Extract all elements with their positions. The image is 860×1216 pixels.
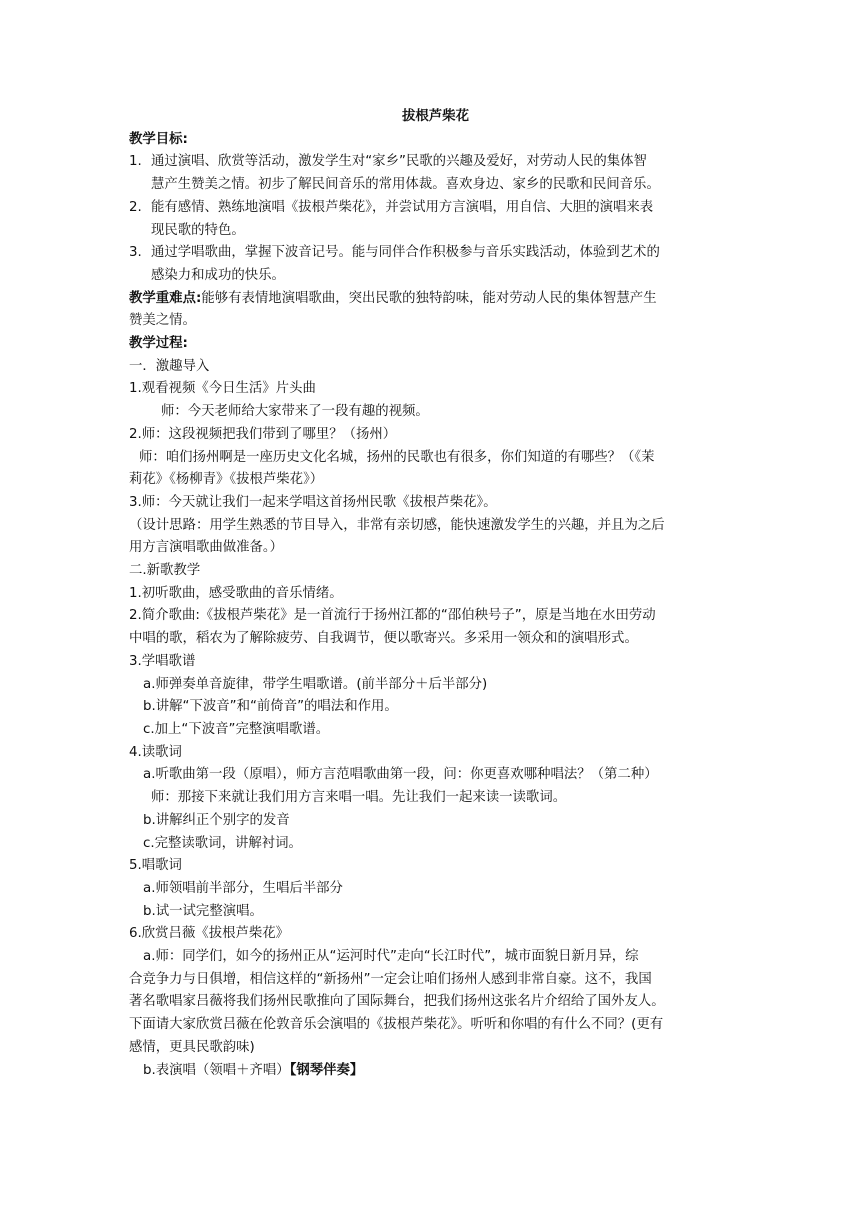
sub-step-text: c.加上“下波音”完整演唱歌谱。 [143, 721, 330, 737]
step-text: 中唱的歌，稻农为了解除疲劳、自我调节，便以歌寄兴。多采用一领众和的演唱形式。 [129, 631, 638, 647]
step-text: 1.观看视频《今日生活》片头曲 [129, 381, 316, 397]
sub-step-text: b.讲解“下波音”和“前倚音”的唱法和作用。 [143, 699, 398, 715]
design-note: 用方言演唱歌曲做准备。） [129, 540, 283, 556]
sub-step-text: c.完整读歌词，讲解衬词。 [143, 835, 302, 851]
goal-text: 慧产生赞美之情。初步了解民间音乐的常用体裁。喜欢身边、家乡的民歌和民间音乐。 [151, 177, 660, 193]
key-points-label: 教学重难点: [129, 290, 202, 306]
process-heading: 教学过程: [129, 336, 188, 352]
section-heading: 一．激趣导入 [129, 358, 210, 374]
dialogue-text: 师：咱们扬州啊是一座历史文化名城，扬州的民歌也有很多，你们知道的有哪些？（《茉 [139, 449, 655, 465]
sub-step-text: 感情，更具民歌韵味) [129, 1039, 255, 1055]
step-text: 2.师：这段视频把我们带到了哪里？（扬州） [129, 426, 397, 442]
goal-text: 能有感情、熟练地演唱《拔根芦柴花》，并尝试用方言演唱，用自信、大胆的演唱来表 [151, 199, 654, 215]
goal-text: 感染力和成功的快乐。 [151, 267, 285, 283]
step-text: 2.简介歌曲:《拔根芦柴花》是一首流行于扬州江都的“邵伯秧号子”，原是当地在水田劳动 [129, 608, 656, 624]
sub-step-text: b.试一试完整演唱。 [143, 903, 263, 919]
key-points-text: 能够有表情地演唱歌曲，突出民歌的独特韵味，能对劳动人民的集体智慧产生 [201, 290, 657, 306]
goal-text: 现民歌的特色。 [151, 222, 245, 238]
sub-step-text: 合竞争力与日俱增，相信这样的“新扬州”一定会让咱们扬州人感到非常自豪。这不，我国 [129, 971, 652, 987]
goals-heading: 教学目标: [129, 131, 188, 147]
sub-step-text: b.讲解纠正个别字的发音 [143, 812, 290, 828]
goals-list [129, 151, 734, 287]
dialogue-text: 莉花》《杨柳青》《拔根芦柴花》） [129, 472, 324, 488]
piano-accompaniment-label: 【钢琴伴奏】 [289, 1062, 364, 1078]
sub-step-text: a.师弹奏单音旋律，带学生唱歌谱。(前半部分＋后半部分) [143, 676, 488, 692]
dialogue-text: 师：那接下来就让我们用方言来唱一唱。先让我们一起来读一读歌词。 [151, 790, 567, 806]
step-text: 4.读歌词 [129, 744, 182, 760]
sub-step-text: a.听歌曲第一段（原唱），师方言范唱歌曲第一段，问：你更喜欢哪种唱法？（第二种） [143, 767, 658, 783]
goal-number: 1. [129, 154, 142, 170]
goal-number: 2. [129, 199, 142, 215]
sub-step-text: b.表演唱（领唱＋齐唱） [143, 1062, 290, 1078]
step-text: 5.唱歌词 [129, 858, 182, 874]
section-heading: 二.新歌教学 [129, 563, 201, 579]
design-note: （设计思路：用学生熟悉的节目导入，非常有亲切感，能快速激发学生的兴趣，并且为之后 [129, 517, 665, 533]
goal-text: 通过学唱歌曲，掌握下波音记号。能与同伴合作积极参与音乐实践活动，体验到艺术的 [151, 245, 660, 261]
key-points-text: 赞美之情。 [129, 313, 196, 329]
goal-item [129, 197, 734, 242]
goal-item [129, 242, 734, 287]
step-text: 1.初听歌曲，感受歌曲的音乐情绪。 [129, 585, 343, 601]
step-text: 6.欣赏吕薇《拔根芦柴花》 [129, 926, 290, 942]
sub-step-text: a.师领唱前半部分，生唱后半部分 [143, 880, 343, 896]
sub-step-text: 著名歌唱家吕薇将我们扬州民歌推向了国际舞台，把我们扬州这张名片介绍给了国外友人。 [129, 994, 665, 1010]
dialogue-text: 师：今天老师给大家带来了一段有趣的视频。 [161, 404, 429, 420]
goal-number: 3. [129, 245, 142, 261]
step-text: 3.师：今天就让我们一起来学唱这首扬州民歌《拔根芦柴花》。 [129, 494, 497, 510]
document-title: 拔根芦柴花 [402, 109, 469, 124]
sub-step-text: a.师：同学们，如今的扬州正从“运河时代”走向“长江时代”，城市面貌日新月异，综 [143, 949, 639, 965]
sub-step-text: 下面请大家欣赏吕薇在伦敦音乐会演唱的《拔根芦柴花》。听听和你唱的有什么不同？(更有 [129, 1017, 664, 1033]
step-text: 3.学唱歌谱 [129, 653, 196, 669]
goal-text: 通过演唱、欣赏等活动，激发学生对“家乡”民歌的兴趣及爱好，对劳动人民的集体智 [151, 154, 647, 170]
goal-item [129, 151, 734, 196]
